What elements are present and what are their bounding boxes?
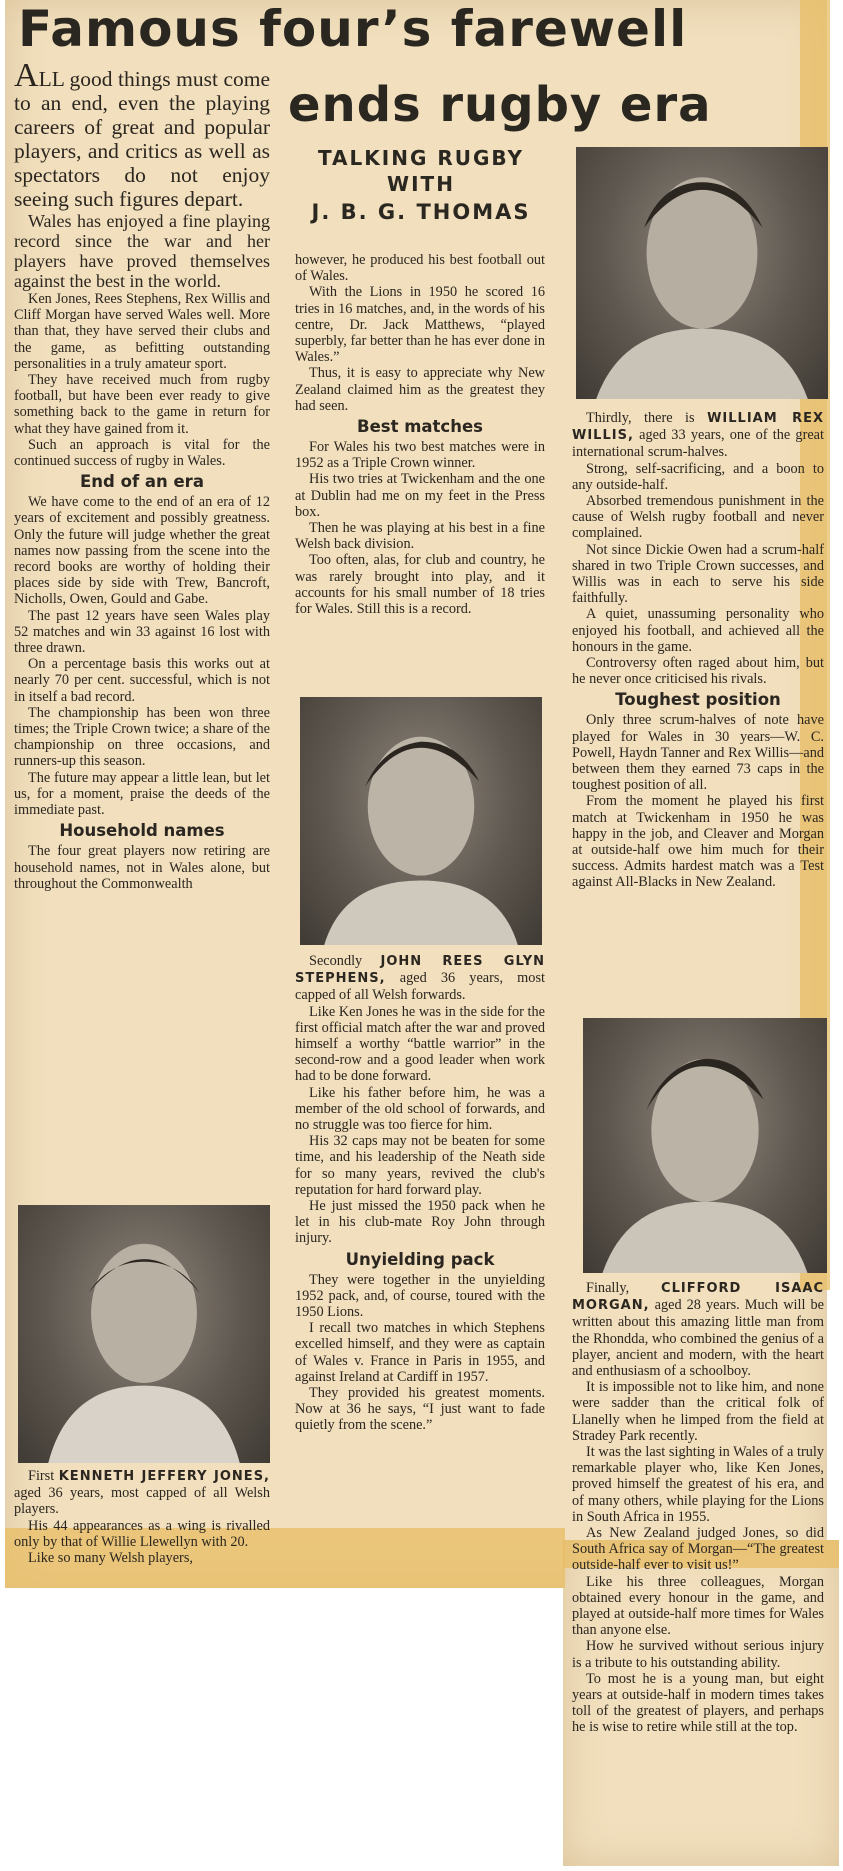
byline-line-2: WITH: [387, 172, 455, 196]
photo-caption-rex-willis: [572, 410, 824, 461]
caption-text: aged 28 years. Much will be written about this amazing little man from the Rhondda, who combined the genius of a player, ancient and modern, with the heart and enthusiasm of a schoolboy.: [572, 1297, 824, 1380]
paragraph: Like his three colleagues, Morgan obtained every honour in the game, and played at outside-half more times for Wales than anyone else.: [572, 1573, 824, 1639]
column-1-continued: [14, 1468, 270, 1566]
paragraph: Then he was playing at his best in a fine Welsh back division.: [295, 520, 545, 553]
portrait-photo-cliff-morgan: [583, 1018, 827, 1273]
photo-caption-rees-stephens: [295, 953, 545, 1004]
paragraph: Like his father before him, he was a member of the old school of forwards, and no struggle was too fierce for him.: [295, 1084, 545, 1134]
paragraph: With the Lions in 1950 he scored 16 tries in 16 matches, and, in the words of his centre, Dr. Jack Matthews, “played superbly, far better than he has ever done in Wales.”: [295, 284, 545, 366]
caption-name: JOHN REES GLYN STEPHENS,: [295, 954, 545, 987]
paragraph: Only three scrum-halves of note have played for Wales in 30 years—W. C. Powell, Haydn Tanner and Rex Willis—and between them they earned 73 caps in the toughest position of all.: [572, 712, 824, 794]
byline-author: J. B. G. THOMAS: [311, 200, 531, 224]
paragraph: I recall two matches in which Stephens excelled himself, and they were as captain of Wales v. France in Paris in 1955, and against Ireland at Cardiff in 1957.: [295, 1320, 545, 1385]
paragraph: For Wales his two best matches were in 1952 as a Triple Crown winner.: [295, 439, 545, 472]
column-3-continued: [572, 1280, 824, 1736]
paragraph: Like so many Welsh players,: [28, 1550, 193, 1567]
paragraph: We have come to the end of an era of 12 years of excitement and possibly greatness. Only the future will judge whether the great names now passing from the scene into the record books are worthy of holding their places side by side with Trew, Bancroft, Nicholls, Owen, Gould and Gabe.: [14, 494, 270, 608]
photo-caption-ken-jones: [14, 1468, 270, 1518]
caption-lead: Thirdly, there is: [586, 410, 695, 426]
headline-line-2: ends rugby era: [288, 77, 712, 133]
paragraph: Like Ken Jones he was in the side for the first official match after the war and proved himself a worthy “battle warrior” in the second-row and a good leader when work had to be done forward.: [295, 1003, 545, 1085]
caption-text: aged 36 years, most capped of all Welsh forwards.: [295, 970, 545, 1004]
paragraph: They were together in the unyielding 1952 pack, and, of course, toured with the 1950 Lions.: [295, 1271, 545, 1321]
paragraph: He just missed the 1950 pack when he let in his club-mate Roy John through injury.: [295, 1198, 545, 1247]
caption-lead: Secondly: [309, 953, 363, 969]
column-1: [14, 57, 270, 892]
drop-cap: A: [14, 57, 39, 94]
paragraph: The four great players now retiring are household names, not in Wales alone, but throughout the Commonwealth: [14, 843, 270, 892]
headline-line-1: Famous four’s farewell: [18, 0, 688, 58]
column-2: [295, 252, 545, 617]
caption-text: aged 36 years, most capped of all Welsh players.: [14, 1485, 270, 1518]
caption-name: CLIFFORD ISAAC MORGAN,: [572, 1281, 824, 1314]
paragraph: To most he is a young man, but eight years at outside-half in modern times takes toll of the greatest of players, and perhaps he is wise to retire while still at the top.: [572, 1670, 824, 1736]
paragraph: They provided his greatest moments. Now at 36 he says, “I just want to fade quietly from the scene.”: [295, 1385, 545, 1434]
paragraph: Controversy often raged about him, but he never once criticised his rivals.: [572, 655, 824, 688]
photo-caption-cliff-morgan: [572, 1280, 824, 1379]
paragraph: Ken Jones, Rees Stephens, Rex Willis and Cliff Morgan have served Wales well. More than that, they have served their clubs and the game, as befitting outstanding personalities in a truly amateur sport.: [14, 291, 270, 372]
caption-name: KENNETH JEFFERY JONES,: [58, 1469, 270, 1484]
paragraph: Wales has enjoyed a fine playing record since the war and her players have proved themselves against the best in the world.: [14, 211, 270, 291]
paragraph: however, he produced his best football out of Wales.: [295, 252, 545, 285]
subheading-best-matches: Best matches: [357, 417, 483, 437]
caption-name: WILLIAM REX WILLIS,: [572, 411, 824, 444]
column-2-continued: [295, 953, 545, 1434]
paragraph: Such an approach is vital for the continued success of rugby in Wales.: [14, 436, 270, 470]
column-3: [572, 410, 824, 891]
paragraph: How he survived without serious injury is a tribute to his outstanding ability.: [572, 1638, 824, 1671]
paragraph: Too often, alas, for club and country, he was rarely brought into play, and it accounts for his small number of 18 tries for Wales. Still this is a record.: [295, 552, 545, 618]
subheading-toughest-position: Toughest position: [615, 690, 781, 710]
paragraph: On a percentage basis this works out at nearly 70 per cent. successful, which is not in itself a bad record.: [14, 656, 270, 705]
portrait-photo-ken-jones: [18, 1205, 270, 1463]
portrait-photo-rex-willis: [576, 147, 828, 399]
paragraph: It is impossible not to like him, and none were sadder than the critical folk of Llanelly when he limped from the field at Stradey Park recently.: [572, 1379, 824, 1444]
paragraph: Not since Dickie Owen had a scrum-half shared in two Triple Crown successes, and Willis was in each to serve his side faithfully.: [572, 541, 824, 607]
paragraph: From the moment he played his first match at Twickenham in 1950 he was happy in the job, and Cleaver and Morgan at outside-half owe him much for their success. Admits hardest match was a Test against All-Blacks in New Zealand.: [572, 793, 824, 891]
paragraph: Absorbed tremendous punishment in the cause of Welsh rugby football and never complained.: [572, 493, 824, 542]
paragraph: Strong, self-sacrificing, and a boon to any outside-half.: [572, 460, 824, 493]
caption-lead: First: [28, 1468, 55, 1484]
caption-text: aged 33 years, one of the great international scrum-halves.: [572, 427, 824, 461]
paragraph: His 44 appearances as a wing is rivalled only by that of Willie Llewellyn with 20.: [14, 1517, 270, 1550]
lead-paragraph: [14, 57, 270, 211]
subheading-household-names: Household names: [59, 821, 225, 841]
byline-line-1: TALKING RUGBY: [317, 146, 525, 170]
paragraph: They have received much from rugby football, but have been ever ready to give something back to the game in return for what they have gained from it.: [14, 372, 270, 437]
paragraph: As New Zealand judged Jones, so did South Africa say of Morgan—“The greatest outside-half ever to visit us!”: [572, 1525, 824, 1574]
caption-lead: Finally,: [586, 1280, 630, 1296]
portrait-photo-rees-stephens: [300, 697, 542, 945]
lead-text: LL good things must come to an end, even the playing careers of great and popular players, and critics as well as spectators do not enjoy seeing such figures depart.: [14, 67, 270, 211]
paragraph: Thus, it is easy to appreciate why New Zealand claimed him as the greatest they had seen.: [295, 365, 545, 414]
paragraph: The championship has been won three times; the Triple Crown twice; a share of the championship on three occasions, and runners-up this season.: [14, 704, 270, 770]
subheading-unyielding-pack: Unyielding pack: [345, 1249, 495, 1269]
paragraph: The future may appear a little lean, but let us, for a moment, praise the deeds of the immediate past.: [14, 769, 270, 819]
byline: [290, 145, 552, 227]
subheading-end-of-an-era: End of an era: [80, 472, 204, 492]
paragraph: His 32 caps may not be beaten for some time, and his leadership of the Neath side for so many years, revived the club's reputation for hard forward play.: [295, 1133, 545, 1198]
paragraph: A quiet, unassuming personality who enjoyed his football, and achieved all the honours in the game.: [572, 606, 824, 655]
paragraph: The past 12 years have seen Wales play 52 matches and win 33 against 16 lost with three drawn.: [14, 607, 270, 657]
paragraph: His two tries at Twickenham and the one at Dublin had me on my feet in the Press box.: [295, 471, 545, 520]
paragraph: It was the last sighting in Wales of a truly remarkable player who, like Ken Jones, proved himself the greatest of his era, and of many others, while playing for the Lions in South Africa in 1955.: [572, 1444, 824, 1525]
